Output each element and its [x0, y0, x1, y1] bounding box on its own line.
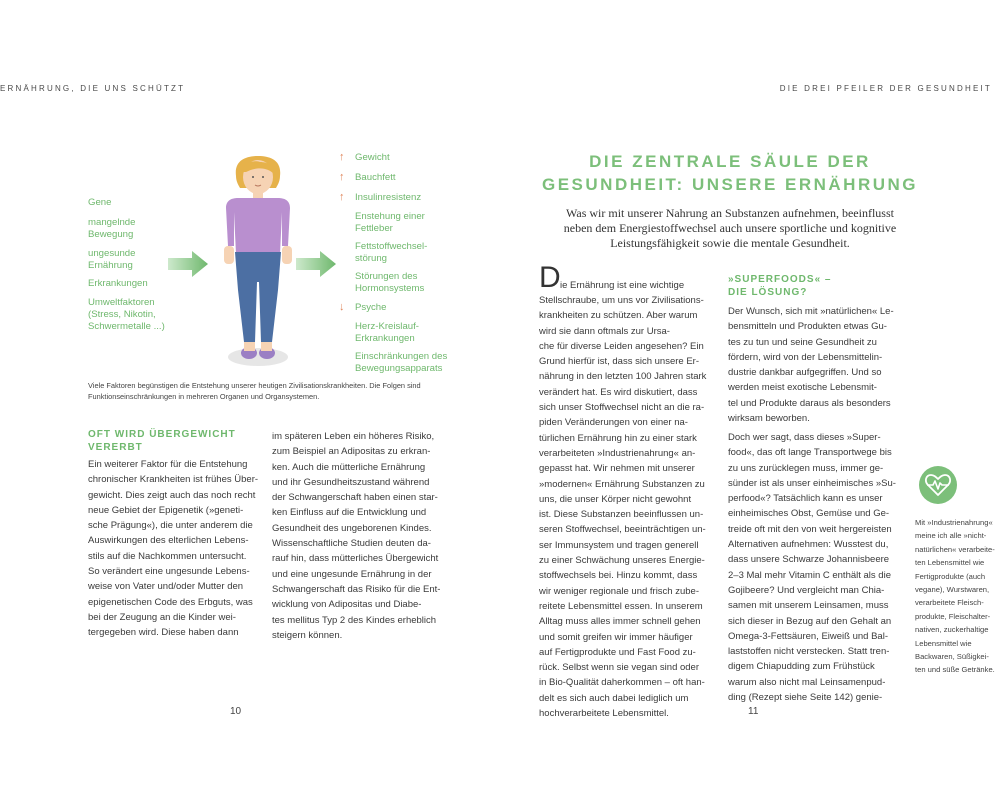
- chapter-title-line2: GESUNDHEIT: UNSERE ERNÄHRUNG: [541, 175, 919, 194]
- arrow-up-icon: ↑: [339, 191, 345, 203]
- effect-insulin-resistance: [339, 191, 422, 204]
- effect-label: Insulinresistenz: [355, 192, 422, 203]
- cause-lack-of-exercise: mangelnde Bewegung: [88, 217, 136, 240]
- page-number-right: 11: [748, 706, 759, 717]
- effect-label: Bauchfett: [355, 172, 396, 183]
- figure-caption: Viele Faktoren begünstigen die Entstehung unserer heutigen Zivilisationskrankheiten. Die Folgen sind Funktionseinschränkungen in mehreren Organen und Organsystemen.: [88, 381, 421, 401]
- running-head-right: DIE DREI PFEILER DER GESUNDHEIT: [779, 84, 992, 93]
- running-head-left: ERNÄHRUNG, DIE UNS SCHÜTZT: [0, 84, 186, 93]
- right-column-1-first-line: ie Ernährung ist eine wichtige: [560, 280, 685, 291]
- section-heading-superfoods: »SUPERFOODS« – DIE LÖSUNG?: [728, 274, 832, 298]
- effect-weight: [339, 151, 390, 164]
- effect-label: Gewicht: [355, 152, 390, 163]
- lead-paragraph: Was wir mit unserer Nahrung an Substanzen aufnehmen, beeinflusst neben dem Energiestoffwechsel auch unsere sportliche und kognitive Leistungsfähigkeit sowie die mentale Gesundheit.: [563, 206, 897, 250]
- effect-belly-fat: [339, 171, 396, 184]
- cause-unhealthy-diet: ungesunde Ernährung: [88, 248, 136, 271]
- arrow-up-icon: ↑: [339, 171, 345, 183]
- chapter-title: [520, 150, 940, 196]
- cause-environment: Umweltfaktoren (Stress, Nikotin, Schwermetalle ...): [88, 297, 165, 332]
- arrow-down-icon: ↓: [339, 301, 345, 313]
- woman-figure-illustration: [222, 150, 294, 372]
- effect-psyche: [339, 301, 387, 314]
- effect-fatty-liver: Enstehung einer Fettleber: [355, 211, 425, 234]
- page-number-left: 10: [230, 706, 242, 717]
- effect-musculoskeletal: Einschränkungen des Bewegungsapparats: [355, 351, 448, 374]
- cause-diseases: Erkrankungen: [88, 278, 148, 289]
- cause-arrow-icon: [168, 250, 210, 278]
- effect-label: Psyche: [355, 302, 387, 313]
- sidebar-note: Mit »Industrienahrung« meine ich alle »nicht- natürlichen« verarbeite- ten Lebensmittel wie Fertigprodukte (auch vegane), Wurstwaren, verarbeitete Fleisch- produkte, Fleischalter- nativen, zuckerhaltige Lebensmittel wie Backwaren, Süßigkei- ten und süße Getränke.: [915, 518, 995, 675]
- chapter-title-line1: DIE ZENTRALE SÄULE DER: [589, 152, 871, 171]
- drop-cap: D: [539, 261, 561, 294]
- right-column-1-text: Stellschraube, um uns vor Zivilisations- krankheiten zu schützen. Aber warum wird sie dann oftmals zur Ursa- che für diverse Leiden angesehen? Ein Grund hierfür ist, dass sich unsere Er- nährung in den letzten 100 Jahren stark verändert hat. Es wird diskutiert, dass sich unser Stoffwechsel nicht an die ra- piden Veränderungen von einer na- türlichen Ernährung hin zu einer stark verarbeiteten »Industrienahrung« an- gepasst hat. Wir nehmen mit unserer »modernen« Ernährung Substanzen zu uns, die unser Körper nicht gewohnt ist. Diese Substanzen beeinflussen un- seren Stoffwechsel, beeinträchtigen un- ser Immunsystem und tragen generell zu einer Schwächung unseres Energie- stoffwechsels bei. Hinzu kommt, dass wir weniger regionale und frisch zube- reitete Lebensmittel essen. In unserem Alltag muss alles immer schnell gehen und somit greifen wir immer häufiger auf Fertigprodukte und Fast Food zu- rück. Selbst wenn sie vegan sind oder in Bio-Qualität daherkommen – oft han- delt es sich auch dabei lediglich um hochverarbeitete Lebensmittel.: [539, 295, 707, 720]
- arrow-up-icon: ↑: [339, 151, 345, 163]
- heart-pulse-icon: [918, 465, 958, 505]
- cause-genes: Gene: [88, 197, 112, 208]
- effect-hormone-disorders: Störungen des Hormonsystems: [355, 271, 425, 294]
- effect-lipid-disorder: Fettstoffwechsel- störung: [355, 241, 428, 264]
- effect-cardiovascular: Herz-Kreislauf- Erkrankungen: [355, 321, 419, 344]
- right-column-2-paragraph-2: Doch wer sagt, dass dieses »Super- food«, das oft lange Transportwege bis zu uns zurücklegen muss, immer ge- sünder ist als unser einheimisches »Su- perfood«? Tatsächlich kann es unser einheimisches Obst, Gemüse und Ge- treide oft mit den von weit hergereisten Alternativen aufnehmen: Wusstest du, dass unsere Schwarze Johannisbeere 2–3 Mal mehr Vitamin C enthält als die Gojibeere? Und vergleicht man Chia- samen mit unserem Leinsamen, muss sich dieser in Bezug auf den Gehalt an Omega-3-Fettsäuren, Eiweiß und Bal- laststoffen nicht verstecken. Statt tren- digem Chiapudding zum Frühstück warum also nicht mal Leinsamenpud- ding (Rezept siehe Seite 142) genie-: [728, 432, 896, 704]
- right-column-2-paragraph-1: Der Wunsch, sich mit »natürlichen« Le- bensmitteln und Produkten etwas Gu- tes zu tun und seine Gesundheit zu fördern, wird von der Lebensmittelin- dustrie dankbar aufgegriffen. Und so werden meist exotische Lebensmit- tel und Produkte daraus als besonders wirksam beworben.: [728, 306, 894, 425]
- section-heading-heredity: OFT WIRD ÜBERGEWICHT VERERBT: [88, 429, 236, 453]
- left-column-2-text: im späteren Leben ein höheres Risiko, zum Beispiel an Adipositas zu erkran- ken. Auch die mütterliche Ernährung und ihr Gesundheitszustand während der Schwangerschaft haben einen star- ken Einfluss auf die Entwicklung und Gesundheit des ungeborenen Kindes. Wissenschaftliche Studien deuten da- rauf hin, dass mütterliches Übergewicht und eine ungesunde Ernährung in der Schwangerschaft das Risiko für die Ent- wicklung von Adipositas und Diabe- tes mellitus Typ 2 des Kindes erheblich steigern können.: [272, 431, 441, 641]
- effect-arrow-icon: [296, 250, 338, 278]
- left-column-1-text: Ein weiterer Faktor für die Entstehung chronischer Krankheiten ist frühes Über- gewicht. Dies zeigt auch das noch recht neue Gebiet der Epigenetik (»geneti- sche Prägung«), die unter anderem die Auswirkungen des elterlichen Lebens- stils auf die Nachkommen untersucht. So verändert eine ungesunde Lebens- weise von Vater und/oder Mutter den epigenetischen Code des Erbguts, was bei der Zeugung an die Kinder wei- tergegeben wird. Diese haben dann: [88, 459, 259, 639]
